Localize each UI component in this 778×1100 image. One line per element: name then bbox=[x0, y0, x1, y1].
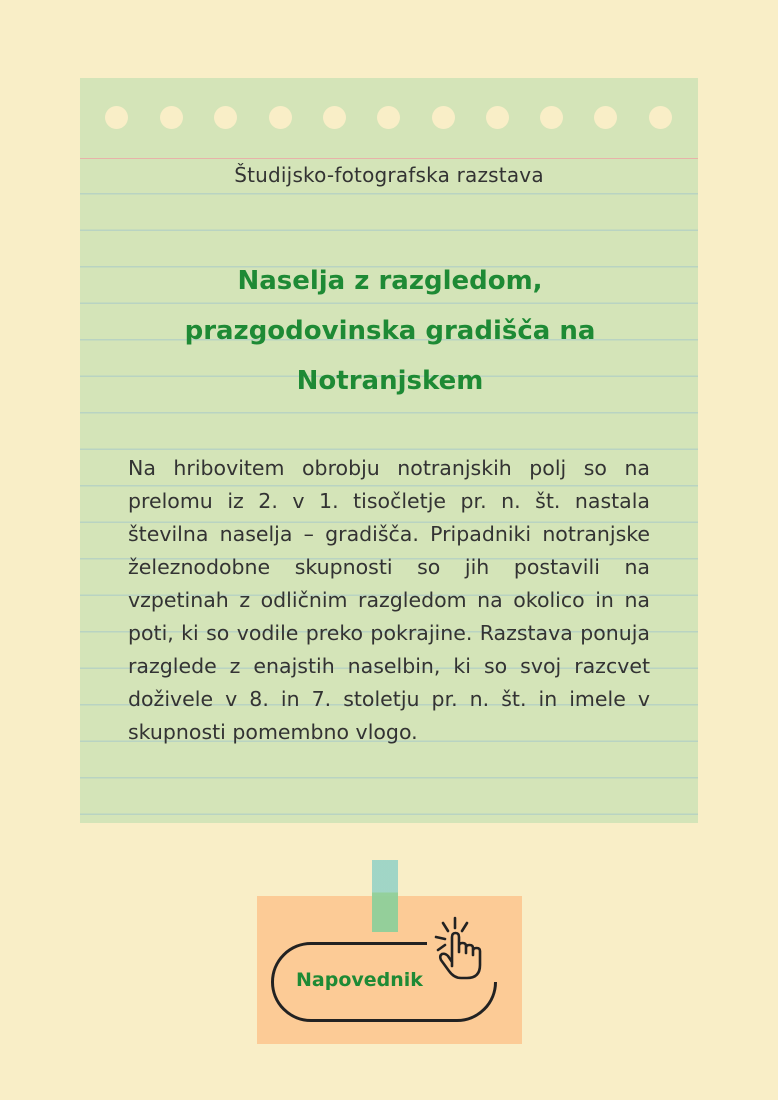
tape-strip bbox=[372, 860, 398, 932]
binding-hole bbox=[105, 106, 128, 129]
binding-hole bbox=[269, 106, 292, 129]
binding-hole bbox=[594, 106, 617, 129]
binding-hole bbox=[377, 106, 400, 129]
exhibition-subtitle: Študijsko-fotografska razstava bbox=[234, 163, 544, 187]
binding-hole bbox=[486, 106, 509, 129]
binding-hole bbox=[432, 106, 455, 129]
exhibition-description: Na hribovitem obrobju notranjskih polj so na prelomu iz 2. v 1. tisočletje pr. n. št. nastala številna naselja – gradišča. Pripadniki notranjske železnodobne skupnosti so jih postavili na vzpetinah z odličnim razgledom na okolico in na poti, ki so vodile preko pokrajine. Razstava ponuja razglede z enajstih naselbin, ki so svoj razcvet doživele v 8. in 7. stoletju pr. n. št. in imele v skupnosti pomembno vlogo. bbox=[128, 456, 650, 744]
title-line: prazgodovinska gradišča na bbox=[184, 316, 596, 346]
binding-hole bbox=[649, 106, 672, 129]
pointing-hand-icon[interactable] bbox=[427, 910, 497, 982]
napovednik-label: Napovednik bbox=[296, 969, 423, 991]
binding-hole bbox=[540, 106, 563, 129]
title-line: Notranjskem bbox=[296, 366, 484, 396]
binding-hole bbox=[323, 106, 346, 129]
notebook-binding bbox=[80, 78, 698, 159]
binding-hole bbox=[160, 106, 183, 129]
title-line: Naselja z razgledom, bbox=[237, 266, 543, 296]
exhibition-title bbox=[140, 256, 640, 406]
binding-hole bbox=[214, 106, 237, 129]
